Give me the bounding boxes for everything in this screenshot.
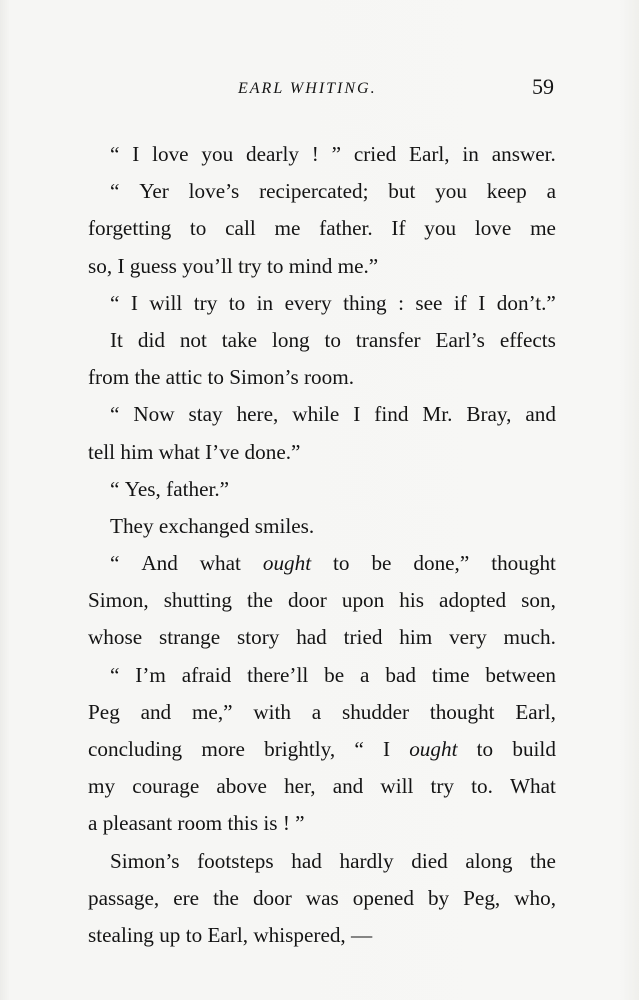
word: door (287, 588, 327, 613)
word: father.” (166, 476, 230, 501)
text-line-4 (88, 248, 556, 285)
word: up (159, 922, 181, 947)
word: see (415, 290, 443, 315)
page-header (88, 72, 556, 106)
word: I (353, 402, 361, 427)
word: forgetting (88, 216, 172, 241)
word: I (132, 142, 140, 166)
word: did (137, 327, 165, 352)
word: exchanged (158, 513, 250, 538)
word: Simon’s (110, 848, 180, 873)
word: take (221, 327, 258, 352)
word: tell (88, 439, 116, 464)
text-line-1 (88, 136, 556, 173)
word: to (324, 327, 342, 352)
word: stay (188, 402, 223, 427)
word: me (274, 216, 301, 241)
word: in (256, 290, 274, 315)
text-line-16 (88, 694, 556, 731)
word: a (311, 699, 322, 724)
word: not (179, 327, 207, 352)
word: Earl, (409, 142, 450, 166)
word: him (399, 625, 433, 650)
word: there’ll (247, 662, 309, 687)
word: Earl, (207, 922, 249, 947)
word: if (453, 290, 467, 315)
word: stealing (88, 922, 154, 947)
word: attic (165, 365, 203, 390)
word: the (213, 885, 239, 910)
word: ” (331, 142, 342, 166)
word: build (512, 737, 556, 761)
word: done.” (244, 439, 301, 464)
word: and (525, 402, 556, 427)
word: and (332, 774, 364, 799)
word: bad (385, 662, 416, 687)
word: whispered, (253, 922, 346, 947)
word: a (360, 662, 370, 687)
word: “ (110, 402, 120, 427)
word: shudder (341, 699, 410, 724)
word: They (110, 513, 154, 538)
word: who, (514, 885, 556, 910)
word: What (510, 774, 556, 799)
text-line-18 (88, 768, 556, 805)
word: keep (486, 179, 527, 204)
word: father. (319, 216, 373, 241)
word: answer. (491, 142, 556, 166)
text-line-13 (88, 582, 556, 619)
word: I (117, 253, 125, 278)
word: — (351, 922, 373, 947)
word: her, (284, 774, 316, 799)
text-line-11 (88, 508, 556, 545)
italic-word: ought (262, 551, 312, 576)
word: mind (288, 253, 333, 278)
word: : (398, 290, 404, 315)
word: to (185, 922, 203, 947)
word: was (305, 885, 339, 910)
word: him (120, 439, 154, 464)
word: will (380, 774, 414, 799)
word: “ (110, 551, 120, 576)
word: what (158, 439, 200, 464)
text-line-2 (88, 173, 556, 210)
word: love’s (188, 179, 240, 204)
word: will (149, 290, 183, 315)
word: thing (343, 290, 387, 315)
word: Peg (88, 699, 120, 724)
word: Yes, (124, 476, 161, 501)
text-line-6 (88, 322, 556, 359)
word: died (411, 848, 448, 873)
word: with (253, 699, 291, 724)
word: footsteps (197, 848, 274, 873)
word: opened (352, 885, 414, 910)
text-line-19 (88, 805, 556, 842)
word: upon (341, 588, 385, 613)
word: story (236, 625, 280, 650)
word: ! (311, 142, 319, 166)
word: call (225, 216, 256, 241)
word: “ (354, 737, 364, 761)
text-line-8 (88, 396, 556, 433)
text-line-3 (88, 210, 556, 247)
word: done,” (413, 551, 470, 576)
word: very (449, 625, 487, 650)
word: It (110, 327, 123, 352)
word: be (371, 551, 392, 576)
word: tried (343, 625, 383, 650)
word: shutting (163, 588, 232, 613)
word: try (430, 774, 455, 799)
word: concluding (88, 737, 183, 761)
word: between (485, 662, 556, 687)
word: more (201, 737, 245, 761)
word: Mr. (422, 402, 453, 427)
text-line-21 (88, 880, 556, 917)
word: from (88, 365, 130, 390)
word: son, (521, 588, 556, 613)
text-line-12 (88, 545, 556, 582)
word: I’m (135, 662, 166, 687)
word: a (546, 179, 556, 204)
word: “ (110, 179, 120, 204)
text-line-20 (88, 843, 556, 880)
text-line-7 (88, 359, 556, 396)
word: you (435, 179, 467, 204)
word: in (462, 142, 479, 166)
word: And (141, 551, 178, 576)
word: to (228, 290, 246, 315)
page-number: 59 (532, 74, 554, 99)
word: courage (132, 774, 200, 799)
word: hardly (339, 848, 394, 873)
word: thought (429, 699, 495, 724)
word: smiles. (254, 513, 315, 538)
word: I (478, 290, 486, 315)
word: “ (110, 476, 120, 501)
word: Bray, (466, 402, 512, 427)
word: me.” (337, 253, 379, 278)
word: the (134, 365, 161, 390)
word: afraid (181, 662, 232, 687)
italic-word: ought (409, 737, 458, 761)
word: what (199, 551, 241, 576)
word: door (252, 885, 292, 910)
word: I (130, 290, 138, 315)
word: I (382, 737, 390, 761)
word: this (227, 811, 259, 836)
word: don’t.” (496, 290, 556, 315)
word: be (324, 662, 345, 687)
word: ere (173, 885, 200, 910)
word: brightly, (264, 737, 336, 761)
word: Earl, (515, 699, 556, 724)
word: pleasant (102, 811, 173, 836)
word: to (333, 551, 350, 576)
word: dearly (245, 142, 299, 166)
word: me,” (191, 699, 233, 724)
word: effects (499, 327, 556, 352)
word: but (388, 179, 416, 204)
word: the (530, 848, 556, 873)
body-text (88, 136, 556, 954)
word: Peg, (463, 885, 501, 910)
text-line-5 (88, 285, 556, 322)
text-line-14 (88, 619, 556, 656)
word: whose (88, 625, 143, 650)
word: find (374, 402, 409, 427)
word: try (238, 253, 262, 278)
text-line-9 (88, 434, 556, 471)
word: while (292, 402, 340, 427)
word: you (201, 142, 234, 166)
word: love (152, 142, 189, 166)
word: me (530, 216, 556, 241)
word: recipercated; (259, 179, 369, 204)
word: you (424, 216, 457, 241)
word: strange (158, 625, 221, 650)
word: passage, (88, 885, 160, 910)
word: room. (304, 365, 355, 390)
word: much. (503, 625, 556, 650)
word: adopted (439, 588, 507, 613)
word: by (427, 885, 450, 910)
word: transfer (355, 327, 421, 352)
word: love (474, 216, 512, 241)
word: guess (129, 253, 177, 278)
word: I’ve (205, 439, 240, 464)
word: here, (236, 402, 279, 427)
word: every (284, 290, 332, 315)
word: Yer (139, 179, 169, 204)
word: along (465, 848, 513, 873)
word: try (193, 290, 218, 315)
word: had (296, 625, 327, 650)
word: to (189, 216, 207, 241)
word: If (391, 216, 406, 241)
word: Earl’s (435, 327, 485, 352)
word: “ (110, 662, 120, 687)
word: time (431, 662, 470, 687)
word: and (140, 699, 172, 724)
word: Now (133, 402, 175, 427)
word: to. (471, 774, 493, 799)
word: so, (88, 253, 113, 278)
word: thought (491, 551, 556, 576)
text-line-22 (88, 917, 556, 954)
word: a (88, 811, 98, 836)
word: you’ll (182, 253, 233, 278)
word: long (271, 327, 310, 352)
text-line-17 (88, 731, 556, 768)
word: room (177, 811, 223, 836)
word: “ (110, 142, 120, 166)
word: cried (353, 142, 397, 166)
running-head: EARL WHITING. (238, 80, 377, 97)
word: Simon, (88, 588, 149, 613)
word: to (476, 737, 494, 761)
word: is (263, 811, 278, 836)
word: ” (295, 811, 305, 836)
text-line-15 (88, 657, 556, 694)
word: Simon’s (229, 365, 299, 390)
word: “ (110, 290, 120, 315)
word: to (207, 365, 224, 390)
word: had (291, 848, 322, 873)
word: his (399, 588, 424, 613)
word: to (266, 253, 284, 278)
word: ! (282, 811, 290, 836)
word: the (247, 588, 273, 613)
word: my (88, 774, 116, 799)
text-line-10 (88, 471, 556, 508)
word: above (216, 774, 267, 799)
